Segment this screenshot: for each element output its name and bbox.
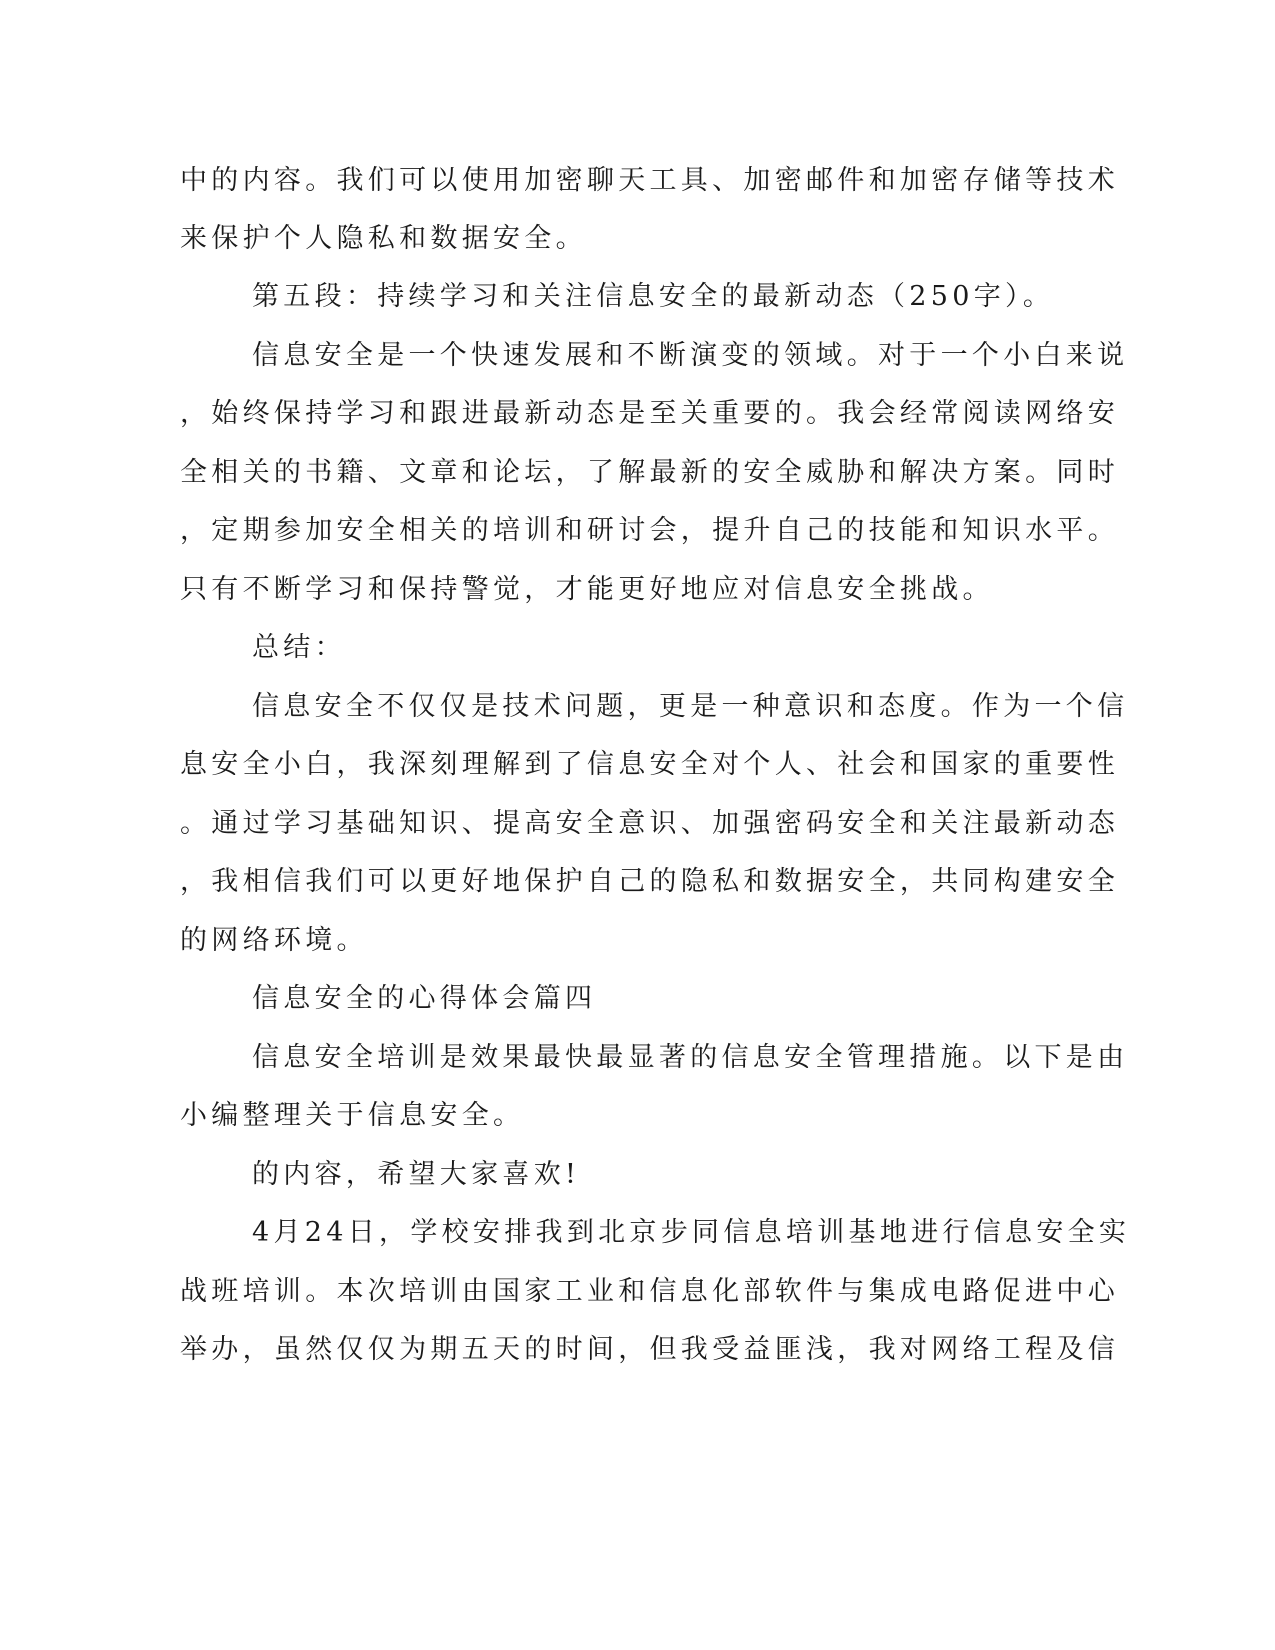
text-line-14: 的网络环境。 xyxy=(180,925,368,956)
text-line-6: 全相关的书籍、文章和论坛，了解最新的安全威胁和解决方案。同时 xyxy=(180,457,1119,488)
text-line-21: 举办，虽然仅仅为期五天的时间，但我受益匪浅，我对网络工程及信 xyxy=(180,1334,1119,1365)
text-line-2: 来保护个人隐私和数据安全。 xyxy=(180,223,587,254)
text-line-17: 小编整理关于信息安全。 xyxy=(180,1100,525,1131)
text-line-4: 信息安全是一个快速发展和不断演变的领域。对于一个小白来说 xyxy=(252,340,1129,371)
text-line-12: 。通过学习基础知识、提高安全意识、加强密码安全和关注最新动态 xyxy=(180,808,1119,839)
text-line-5: ，始终保持学习和跟进最新动态是至关重要的。我会经常阅读网络安 xyxy=(180,398,1119,429)
section-five-heading: 第五段：持续学习和关注信息安全的最新动态（250字）。 xyxy=(252,281,1055,312)
text-line-19: 4月24日，学校安排我到北京步同信息培训基地进行信息安全实 xyxy=(252,1217,1131,1248)
text-line-18: 的内容，希望大家喜欢! xyxy=(252,1159,581,1190)
text-line-13: ，我相信我们可以更好地保护自己的隐私和数据安全，共同构建安全 xyxy=(180,866,1119,897)
text-line-1: 中的内容。我们可以使用加密聊天工具、加密邮件和加密存储等技术 xyxy=(180,165,1119,196)
text-line-11: 息安全小白，我深刻理解到了信息安全对个人、社会和国家的重要性 xyxy=(180,749,1119,780)
text-line-10: 信息安全不仅仅是技术问题，更是一种意识和态度。作为一个信 xyxy=(252,691,1129,722)
text-line-16: 信息安全培训是效果最快最显著的信息安全管理措施。以下是由 xyxy=(252,1042,1129,1073)
text-line-20: 战班培训。本次培训由国家工业和信息化部软件与集成电路促进中心 xyxy=(180,1276,1119,1307)
text-line-8: 只有不断学习和保持警觉，才能更好地应对信息安全挑战。 xyxy=(180,574,994,605)
text-line-7: ，定期参加安全相关的培训和研讨会，提升自己的技能和知识水平。 xyxy=(180,515,1119,546)
chapter-four-title: 信息安全的心得体会篇四 xyxy=(252,983,597,1014)
summary-heading: 总结： xyxy=(252,632,346,663)
